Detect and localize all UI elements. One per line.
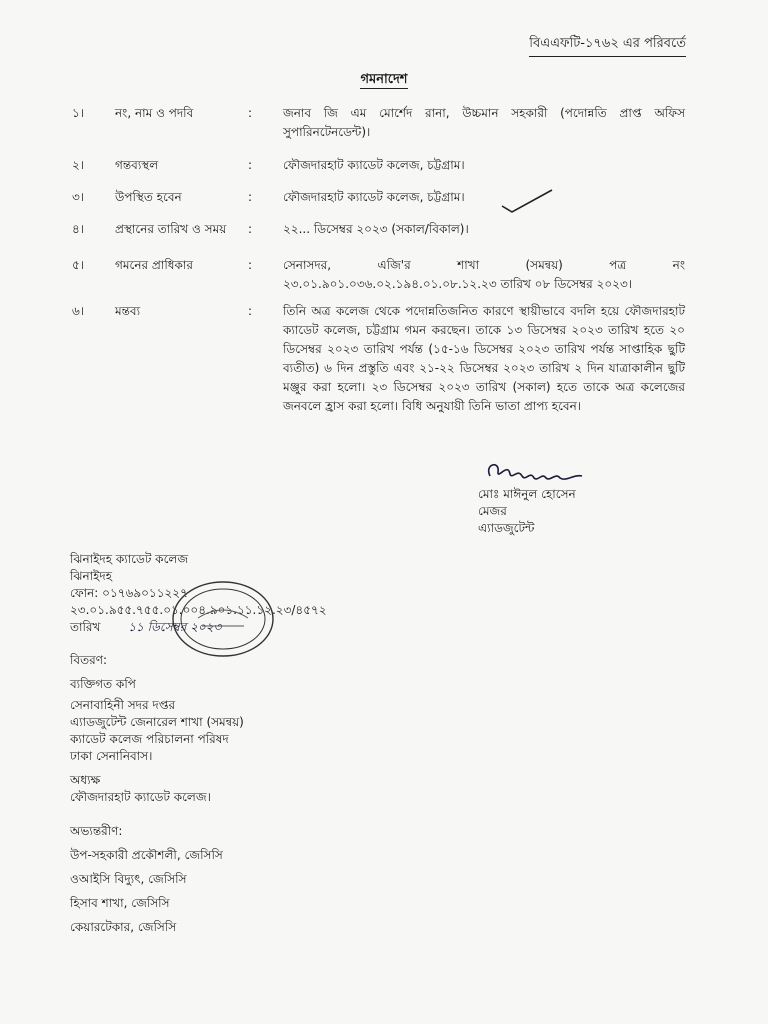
personal-copy: ব্যক্তিগত কপি <box>70 677 136 691</box>
item-colon: : <box>248 258 253 272</box>
distribution-heading: বিতরণ: <box>70 653 108 667</box>
principal-line: অধ্যক্ষ <box>70 773 101 787</box>
item-number: ৬। <box>72 304 85 318</box>
item-label: গন্তব্যস্থল <box>115 158 159 172</box>
item-colon: : <box>248 158 253 172</box>
signatory-rank: মেজর <box>478 504 507 518</box>
item-colon: : <box>248 106 253 120</box>
reference-note: বিএএফটি-১৭৬২ এর পরিবর্তে <box>529 34 686 57</box>
hq-line: সেনাবাহিনী সদর দপ্তর <box>70 698 176 712</box>
hq-line: ঢাকা সেনানিবাস। <box>70 749 153 763</box>
item-colon: : <box>248 222 253 236</box>
date-label: তারিখ <box>70 620 101 634</box>
hq-address-block <box>70 697 244 765</box>
item-label: প্রস্থানের তারিখ ও সময় <box>115 222 227 236</box>
item-number: ৫। <box>72 258 85 272</box>
item-value: জনাব জি এম মোর্শেদ রানা, উচ্চমান সহকারী (পদোন্নতি প্রাপ্ত অফিস সুপারিনটেনডেন্ট)। <box>283 106 685 139</box>
item-value: ফৌজদারহাট ক্যাডেট কলেজ, চট্টগ্রাম। <box>283 158 465 172</box>
internal-item: হিসাব শাখা, জেসিসি <box>70 896 170 910</box>
internal-item: কেয়ারটেকার, জেসিসি <box>70 920 177 934</box>
document-title: গমনাদেশ <box>360 72 408 87</box>
item-number: ১। <box>72 106 85 120</box>
principal-line: ফৌজদারহাট ক্যাডেট কলেজ। <box>70 790 211 804</box>
office-phone: ফোন: ০১৭৬৯০১১২২৭ <box>70 586 188 600</box>
item-colon: : <box>248 304 253 318</box>
item-value: সেনাসদর, এজি'র শাখা (সমন্বয়) পত্র নং ২৩.০১.৯০১.০৩৬.০২.১৯৪.০১.০৮.১২.২৩ তারিখ ০৮ ডিসেম্বর ২০২৩। <box>283 258 685 291</box>
hq-line: ক্যাডেট কলেজ পরিচালনা পরিষদ <box>70 732 229 746</box>
item-colon: : <box>248 190 253 204</box>
internal-heading: অভ্যন্তরীণ: <box>70 824 123 838</box>
signatory-name: মোঃ মাঈনুল হোসেন <box>478 487 576 501</box>
item-label: মন্তব্য <box>115 304 141 318</box>
office-location: ঝিনাইদহ <box>70 569 113 583</box>
internal-item: ওআইসি বিদ্যুৎ, জেসিসি <box>70 872 187 886</box>
item-label: নং, নাম ও পদবি <box>115 106 194 120</box>
signature-icon <box>478 458 588 488</box>
item-value: তিনি অত্র কলেজ থেকে পদোন্নতিজনিত কারণে স্থায়ীভাবে বদলি হয়ে ফৌজদারহাট ক্যাডেট কলেজ, চট্টগ্রাম গমন করছেন। তাকে ১৩ ডিসেম্বর ২০২৩ তারিখ হতে ২০ ডিসেম্বর ২০২৩ তারিখ পর্যন্ত (১৫-১৬ ডিসেম্বর ২০২৩ তারিখ পর্যন্ত সাপ্তাহিক ছুটি ব্যতীত) ৬ দিন প্রস্তুতি এবং ২১-২২ ডিসেম্বর ২০২৩ তারিখ ২ দিন যাত্রাকালীন ছুটি মঞ্জুর করা হলো। ২৩ ডিসেম্বর ২০২৩ তারিখ (সকাল) হতে তাকে অত্র কলেজের জনবলে হ্রাস করা হলো। বিধি অনুযায়ী তিনি ভাতা প্রাপ্য হবেন। <box>283 304 685 413</box>
principal-address-block <box>70 772 211 806</box>
item-value: ২২... ডিসেম্বর ২০২৩ (সকাল/বিকাল)। <box>283 222 469 236</box>
date-value: ১১ ডিসেম্বর ২০২৩ <box>128 620 222 634</box>
check-mark-icon <box>498 186 558 216</box>
office-name: ঝিনাইদহ ক্যাডেট কলেজ <box>70 552 189 566</box>
item-value: ফৌজদারহাট ক্যাডেট কলেজ, চট্টগ্রাম। <box>283 190 465 204</box>
memo-number: ২৩.০১.৯৫৫.৭৫৫.০১.০০৪.৯০১.১১.১২.২৩/৪৫৭২ <box>70 603 327 617</box>
office-seal-icon <box>168 578 278 660</box>
item-number: ২। <box>72 158 85 172</box>
signatory-title: এ্যাডজুটেন্ট <box>478 521 535 535</box>
item-label: উপস্থিত হবেন <box>115 190 182 204</box>
item-label: গমনের প্রাধিকার <box>115 258 193 272</box>
hq-line: এ্যাডজুটেন্ট জেনারেল শাখা (সমন্বয়) <box>70 715 244 729</box>
internal-item: উপ-সহকারী প্রকৌশলী, জেসিসি <box>70 848 223 862</box>
item-number: ৩। <box>72 190 85 204</box>
item-number: ৪। <box>72 222 85 236</box>
